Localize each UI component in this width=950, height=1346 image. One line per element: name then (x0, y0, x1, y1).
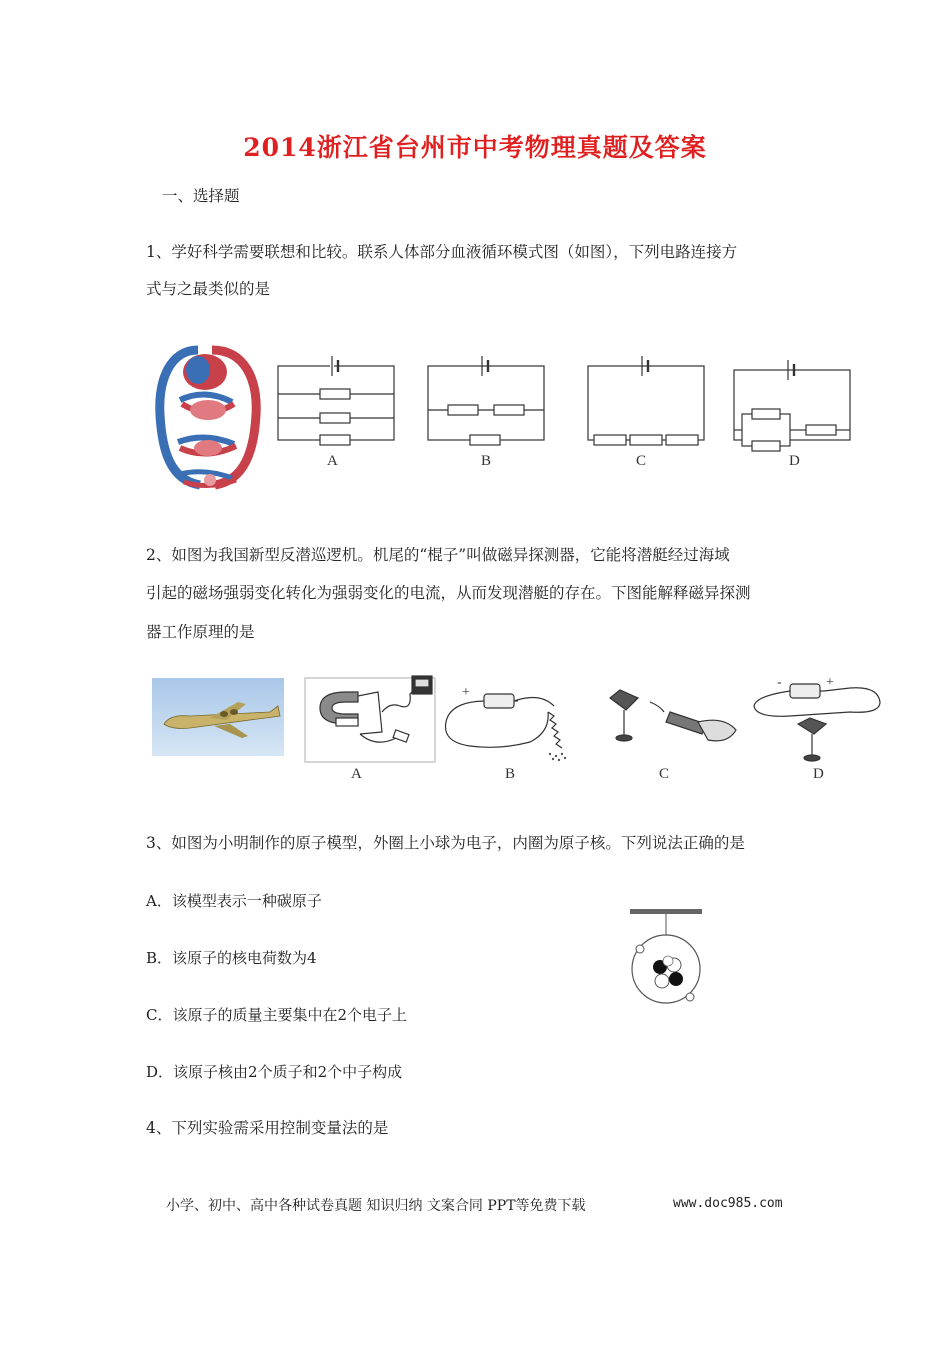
option-d-plus-sign: + (826, 675, 834, 690)
page-title: 2014浙江省台州市中考物理真题及答案 (243, 133, 707, 162)
q4-stem: 4、下列实验需采用控制变量法的是 (146, 1119, 389, 1137)
q1-label-a: A (327, 453, 338, 469)
option-d-oersted-experiment (754, 684, 880, 761)
q1-label-b: B (481, 453, 492, 469)
q3-atom-model (620, 905, 720, 1015)
option-a-generator-setup (305, 676, 435, 762)
q2-stem-line3: 器工作原理的是 (146, 623, 255, 641)
q2-stem-line1: 2、如图为我国新型反潜巡逻机。机尾的“棍子”叫做磁异探测器，它能将潜艇经过海域 (146, 546, 730, 564)
option-b-electromagnet (446, 694, 567, 761)
section-heading: 一、选择题 (162, 187, 240, 205)
q2-label-c: C (659, 766, 670, 782)
option-d-minus-sign: - (777, 675, 782, 690)
blood-circulation-diagram (160, 350, 256, 486)
circuit-a (278, 356, 394, 445)
q2-stem-line2: 引起的磁场强弱变化转化为强弱变化的电流，从而发现潜艇的存在。下图能解释磁异探测 (146, 584, 751, 602)
q1-label-c: C (636, 453, 647, 469)
footer-text: 小学、初中、高中各种试卷真题 知识归纳 文案合同 PPT等免费下载 (166, 1198, 586, 1214)
q2-label-d: D (813, 766, 824, 782)
footer-url[interactable]: www.doc985.com (673, 1196, 783, 1211)
patrol-plane-image (152, 678, 284, 756)
q1-stem-line1: 1、学好科学需要联想和比较。联系人体部分血液循环模式图（如图），下列电路连接方 (146, 243, 738, 261)
option-b-plus-sign: + (462, 685, 470, 700)
q1-figure (150, 340, 870, 490)
circuit-b (428, 356, 544, 445)
circuit-c (588, 356, 704, 445)
q3-option-c: C．该原子的质量主要集中在2个电子上 (146, 1006, 408, 1024)
q1-stem-line2: 式与之最类似的是 (146, 280, 271, 298)
circuit-d (734, 360, 850, 451)
q1-label-d: D (789, 453, 800, 469)
option-c-compass-magnet (610, 690, 736, 741)
q2-label-a: A (351, 766, 362, 782)
q3-option-a: A．该模型表示一种碳原子 (146, 892, 322, 910)
q2-figure (150, 672, 890, 768)
q3-stem: 3、如图为小明制作的原子模型，外圈上小球为电子，内圈为原子核。下列说法正确的是 (146, 834, 745, 852)
q3-option-d: D．该原子核由2个质子和2个中子构成 (146, 1063, 403, 1081)
q3-option-b: B．该原子的核电荷数为4 (146, 949, 317, 967)
q2-label-b: B (505, 766, 516, 782)
